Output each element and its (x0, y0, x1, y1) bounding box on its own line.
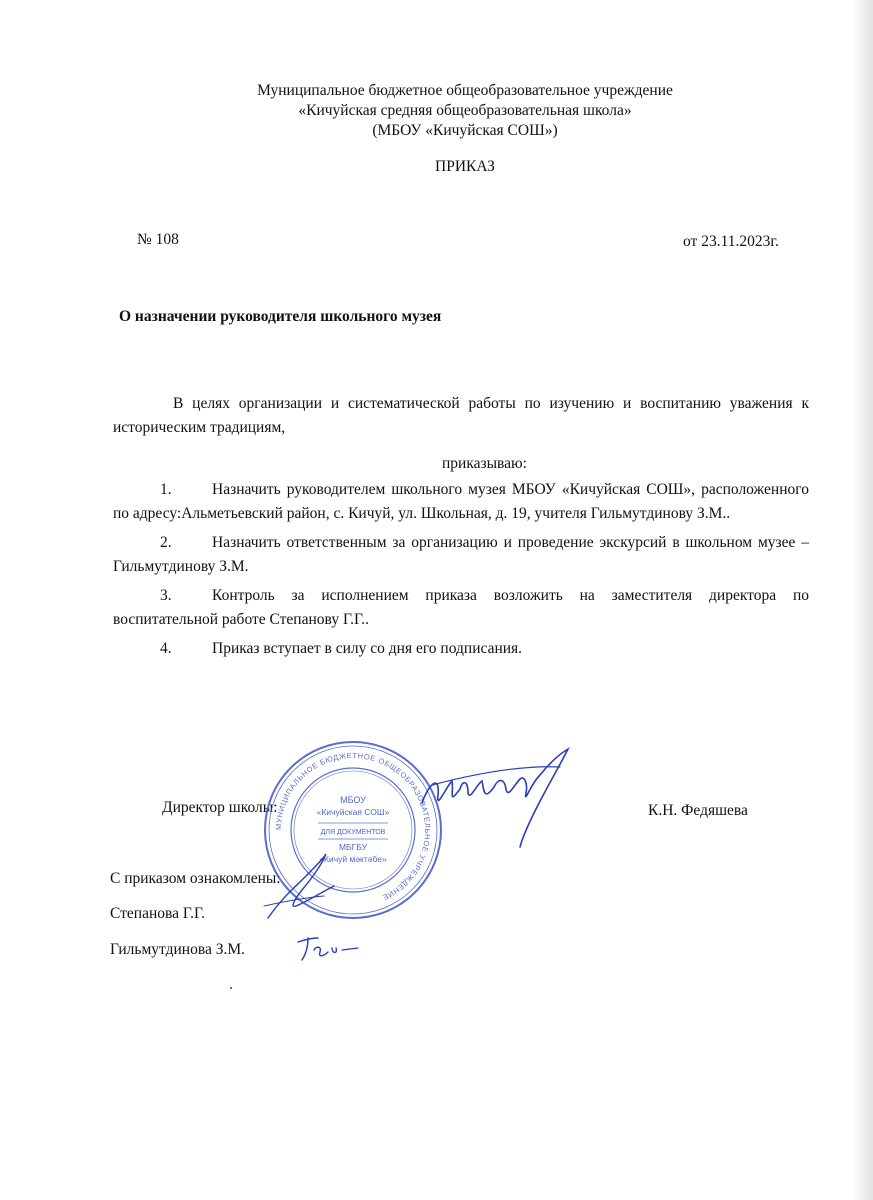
acknowledgment-name-1: Степанова Г.Г. (110, 905, 206, 922)
order-word: приказываю: (442, 455, 527, 472)
scan-edge-shadow (851, 0, 873, 1200)
item-text: Назначить руководителем школьного музея МБОУ «Кичуйская СОШ», расположенного по адресу:Альметьевский район, с. Кичуй, ул. Школьная, д. 19, учителя Гильмутдинову З.М.. (113, 481, 809, 522)
signer-role: Директор школы: (162, 799, 278, 816)
order-items-list (113, 478, 809, 666)
item-number: 3. (160, 587, 172, 604)
stamp-line-4: МБГБУ (338, 842, 368, 852)
order-date: от 23.11.2023г. (683, 233, 779, 250)
stamp-ring-text: МУНИЦИПАЛЬНОЕ БЮДЖЕТНОЕ ОБЩЕОБРАЗОВАТЕЛЬНОЕ УЧРЕЖДЕНИЕ (273, 750, 433, 903)
order-title: ПРИКАЗ (435, 158, 495, 175)
item-text: Приказ вступает в силу со дня его подписания. (212, 640, 523, 657)
order-item-1 (113, 478, 809, 526)
director-signature (410, 745, 580, 850)
intro-paragraph: В целях организации и систематической работы по изучению и воспитанию уважения к историческим традициям, (113, 395, 809, 436)
order-subject: О назначении руководителя школьного музея (119, 308, 442, 325)
stamp-line-2: «Кичуйская СОШ» (316, 807, 390, 817)
order-item-3 (113, 584, 809, 632)
stamp-line-3: ДЛЯ ДОКУМЕНТОВ (320, 829, 386, 836)
item-number: 2. (160, 534, 172, 551)
header-line-3: (МБОУ «Кичуйская СОШ») (372, 122, 558, 139)
item-number: 4. (160, 640, 172, 657)
order-item-2 (113, 531, 809, 579)
signer-name: К.Н. Федяшева (648, 802, 748, 819)
organization-header (0, 81, 873, 141)
stamp-line-1: МБОУ (340, 795, 366, 805)
header-line-1: Муниципальное бюджетное общеобразовательное учреждение (257, 82, 673, 99)
item-text: Контроль за исполнением приказа возложить на заместителя директора по воспитательной работе Степанову Г.Г.. (113, 587, 809, 628)
acknowledgment-name-2: Гильмутдинова З.М. (110, 941, 245, 958)
item-text: Назначить ответственным за организацию и проведение экскурсий в школьном музее – Гильмутдинову З.М. (113, 534, 809, 575)
order-number: № 108 (137, 231, 179, 248)
item-number: 1. (160, 481, 172, 498)
stamp-line-5: «Кичуй мәктәбе» (319, 854, 387, 864)
acknowledgment-signature-2 (292, 928, 372, 968)
scan-speck (230, 987, 232, 989)
acknowledgment-signature-1 (262, 848, 382, 923)
acknowledgment-title: С приказом ознакомлены: (110, 870, 281, 887)
header-line-2: «Кичуйская средняя общеобразовательная школа» (298, 102, 632, 119)
order-item-4 (113, 637, 809, 661)
